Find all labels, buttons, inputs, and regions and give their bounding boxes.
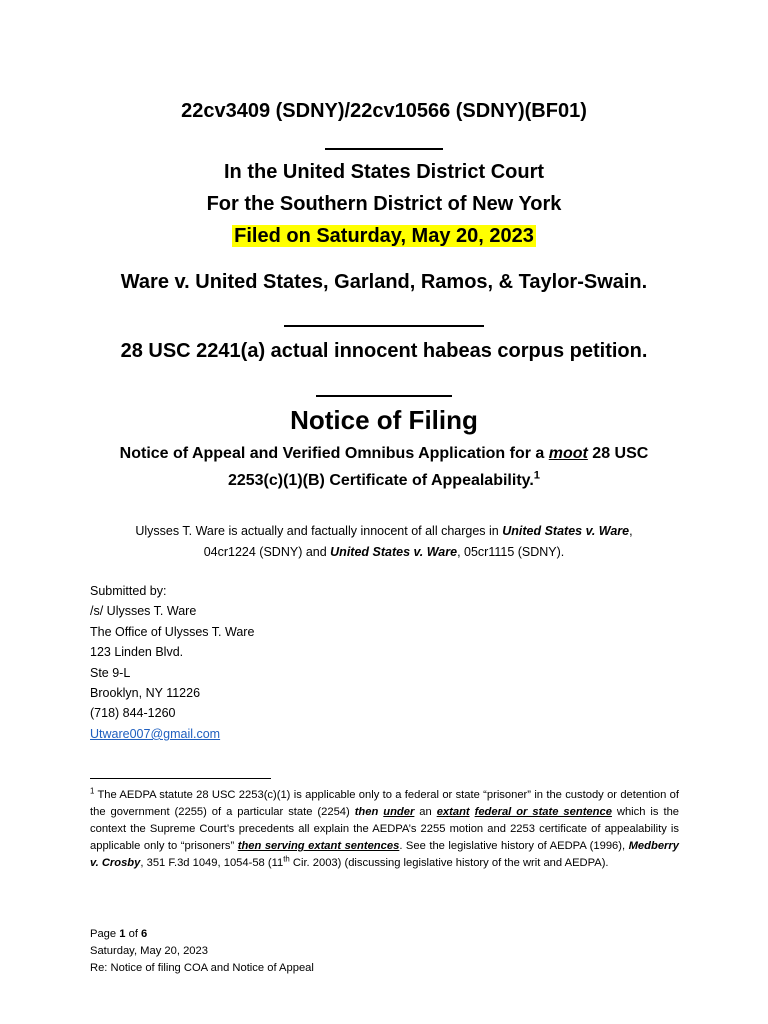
court-name-line2: For the Southern District of New York — [206, 193, 562, 215]
office-name: The Office of Ulysses T. Ware — [90, 624, 255, 639]
notice-subtitle-line2: 2253(c)(1)(B) Certificate of Appealability.$^1$ — [227, 469, 541, 489]
page-number: Page 1 of 6 — [90, 928, 148, 940]
email-link[interactable]: Utware007@gmail.com — [90, 726, 221, 741]
footnote-separator — [90, 778, 271, 779]
separator-line — [0, 395, 768, 397]
notice-subtitle-line1: Notice of Appeal and Verified Omnibus Application for a moot 28 USC — [119, 445, 649, 462]
footnote-text: $^1$ The AEDPA statute 28 USC 2253(c)(1) is applicable only to a federal or state “prisoner” in the custody or detention of the government (2255) of a particular state (2254) then under an extant federal or state sentence which is the context the Supreme Court’s precedents all explain the AEDPA’s 2255 motion and 2253 certificate of appealability is applicable only to “prisoners” then serving extant sentences. See the legislative history of AEDPA (1996), Medberry v. Crosby, 351 F.3d 1049, 1054-58 (11th Cir. 2003) (discussing legislative history of the writ and AEDPA). — [90, 786, 680, 869]
page-footer — [90, 926, 314, 977]
separator-line — [0, 325, 768, 327]
innocence-statement-line2: 04cr1224 (SDNY) and United States v. Ware, 05cr1115 (SDNY). — [203, 545, 565, 559]
footer-date: Saturday, May 20, 2023 — [90, 945, 208, 957]
submitted-by-block — [90, 581, 254, 744]
case-numbers: 22cv3409 (SDNY)/22cv10566 (SDNY)(BF01) — [181, 100, 587, 122]
filed-date-line — [0, 223, 768, 249]
footnote-ref: 1 — [533, 469, 541, 482]
footnote-number: 1 — [90, 786, 95, 796]
street-address: 123 Linden Blvd. — [90, 645, 184, 660]
court-name-line1: In the United States District Court — [223, 161, 545, 183]
submitted-label: Submitted by: — [90, 584, 167, 598]
notice-title: Notice of Filing — [290, 405, 478, 435]
footer-subject: Re: Notice of filing COA and Notice of Appeal — [90, 962, 314, 974]
innocence-statement-line1: Ulysses T. Ware is actually and factually innocent of all charges in United States v. Ware, — [135, 524, 633, 538]
filed-date-highlight: Filed on Saturday, May 20, 2023 — [234, 225, 534, 247]
separator-line — [0, 148, 768, 150]
case-caption: Ware v. United States, Garland, Ramos, & Taylor-Swain. — [120, 271, 648, 293]
suite: Ste 9-L — [90, 665, 131, 680]
signature: /s/ Ulysses T. Ware — [90, 604, 197, 619]
city-state-zip: Brooklyn, NY 11226 — [90, 686, 201, 701]
petition-title: 28 USC 2241(a) actual innocent habeas corpus petition. — [120, 340, 648, 362]
phone-number: (718) 844-1260 — [90, 706, 176, 721]
